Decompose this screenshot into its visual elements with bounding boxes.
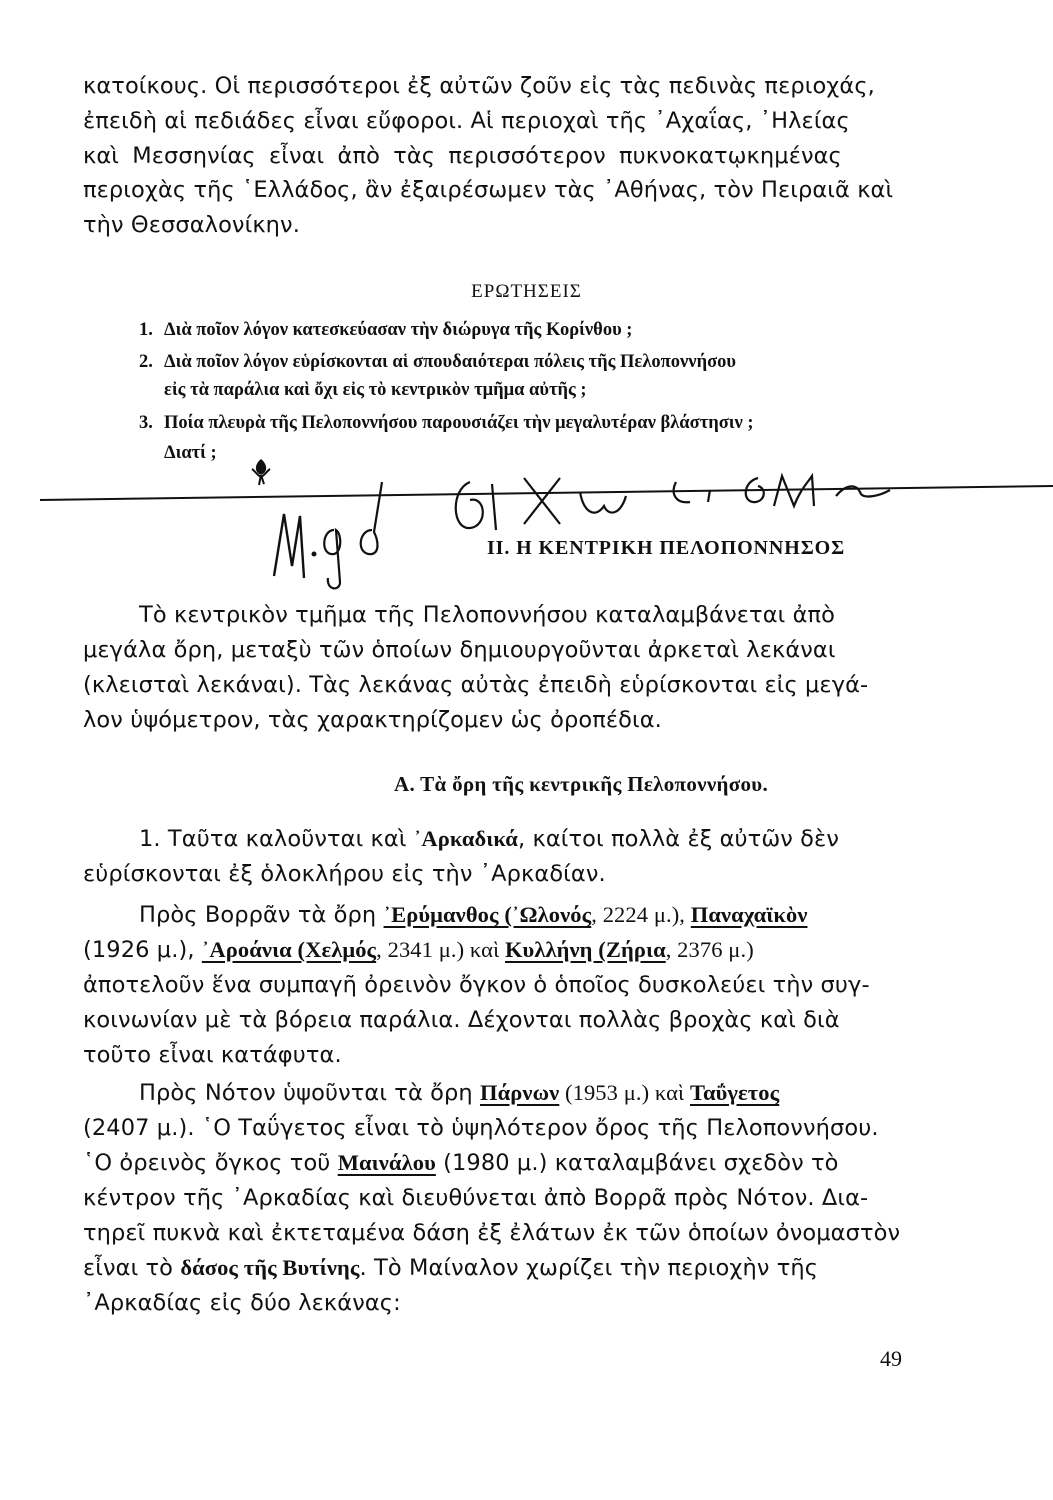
intro-line: κατοίκους. Οἱ περισσότεροι ἐξ αὐτῶν ζοῦν εἰς τὰς πεδινὰς περιοχάς, xyxy=(83,73,875,99)
handwriting-text: Μ. γιὰ διάγνωση xyxy=(0,470,9,471)
paragraph-line: ἀποτελοῦν ἕνα συμπαγῆ ὀρεινὸν ὄγκον ὁ ὁποῖος δυσκολεύει τὴν συγ- xyxy=(83,972,870,998)
question-text: Ποία πλευρὰ τῆς Πελοποννήσου παρουσιάζει τὴν μεγαλυτέραν βλάστησιν ; xyxy=(164,413,754,433)
term-arkadika: ᾿Αρκαδικά xyxy=(413,826,518,851)
question-text-continued: Διατί ; xyxy=(164,443,217,463)
text-run: , 2224 μ.), xyxy=(591,902,691,927)
term-vytina-forest: δάσος τῆς Βυτίνης xyxy=(180,1255,360,1280)
question-text: Διὰ ποῖον λόγον εὑρίσκονται αἱ σπουδαιότεραι πόλεις τῆς Πελοποννήσου xyxy=(164,352,736,372)
section-line: (κλεισταὶ λεκάναι). Τὰς λεκάνας αὐτὰς ἐπειδὴ εὑρίσκονται εἰς μεγά- xyxy=(83,672,869,698)
intro-line: καὶ Μεσσηνίας εἶναι ἀπὸ τὰς περισσότερον πυκνοκατῳκημένας xyxy=(83,143,842,169)
text-run: Πρὸς Βορρᾶν τὰ ὄρη xyxy=(139,902,384,928)
page-number: 49 xyxy=(880,1346,902,1371)
mountain-panachaikon: Παναχαϊκὸν xyxy=(690,902,808,927)
paragraph-line: εὑρίσκονται ἐξ ὁλοκλήρου εἰς τὴν ᾿Αρκαδίαν. xyxy=(83,861,606,887)
question-number: 2. xyxy=(139,352,153,372)
text-run: (1953 μ.) καὶ xyxy=(559,1080,690,1105)
text-run: . Τὸ Μαίναλον χωρίζει τὴν περιοχὴν τῆς xyxy=(359,1255,819,1281)
text-run: (1926 μ.), xyxy=(83,937,202,963)
paragraph-line: ᾿Αρκαδίας εἰς δύο λεκάνας: xyxy=(83,1290,401,1316)
intro-line: ἐπειδὴ αἱ πεδιάδες εἶναι εὔφοροι. Αἱ περιοχαὶ τῆς ᾿Αχαΐας, ᾿Ηλείας xyxy=(83,108,850,134)
paragraph-line: τηρεῖ πυκνὰ καὶ ἐκτεταμένα δάση ἐξ ἐλάτων ἐκ τῶν ὁποίων ὀνομαστὸν xyxy=(83,1220,901,1246)
paragraph-line xyxy=(83,933,754,968)
mountain-taygetos: Ταΰγετος xyxy=(689,1080,780,1105)
paragraph-line xyxy=(139,1076,779,1111)
text-run: , 2341 μ.) καὶ xyxy=(376,937,505,962)
paragraph-line xyxy=(83,1146,839,1181)
question-text: Διὰ ποῖον λόγον κατεσκεύασαν τὴν διώρυγα τῆς Κορίνθου ; xyxy=(164,320,633,340)
mountain-parnon: Πάρνων xyxy=(480,1080,560,1105)
questions-heading: ΕΡΩΤΗΣΕΙΣ xyxy=(471,281,582,302)
intro-line: περιοχὰς τῆς ῾Ελλάδος, ἂν ἐξαιρέσωμεν τὰς ᾿Αθήνας, τὸν Πειραιᾶ καὶ xyxy=(83,177,894,203)
paragraph-line: (2407 μ.). ῾Ο Ταΰγετος εἶναι τὸ ὑψηλότερον ὄρος τῆς Πελοποννήσου. xyxy=(83,1115,879,1141)
mountain-erymanthos: ᾿Ερύμανθος (᾿Ωλονός xyxy=(383,902,592,927)
paragraph-line xyxy=(83,1251,818,1286)
paragraph-line: κέντρον τῆς ᾿Αρκαδίας καὶ διευθύνεται ἀπὸ Βορρᾶ πρὸς Νότον. Δια- xyxy=(83,1185,869,1211)
text-run: ῾Ο ὀρεινὸς ὄγκος τοῦ xyxy=(83,1150,338,1176)
paragraph-line: τοῦτο εἶναι κατάφυτα. xyxy=(83,1042,342,1068)
text-run: , καίτοι πολλὰ ἐξ αὐτῶν δὲν xyxy=(517,826,839,852)
text-run: εἶναι τὸ xyxy=(83,1255,181,1281)
text-run: (1980 μ.) καταλαμβάνει σχεδὸν τὸ xyxy=(435,1150,839,1176)
mountain-mainalo: Μαινάλου xyxy=(337,1150,436,1175)
handwritten-annotation xyxy=(0,470,1053,590)
intro-line: τὴν Θεσσαλονίκην. xyxy=(83,212,300,238)
text-run: , 2376 μ.) xyxy=(665,937,754,962)
paragraph-line: κοινωνίαν μὲ τὰ βόρεια παράλια. Δέχονται πολλὰς βροχὰς καὶ διὰ xyxy=(83,1007,840,1033)
subsection-title: Α. Τὰ ὄρη τῆς κεντρικῆς Πελοποννήσου. xyxy=(394,772,769,796)
section-line: μεγάλα ὄρη, μεταξὺ τῶν ὁποίων δημιουργοῦνται ἀρκεταὶ λεκάναι xyxy=(83,637,836,663)
mountain-aroania: ᾿Αροάνια (Χελμός xyxy=(201,937,377,962)
section-line: Τὸ κεντρικὸν τμῆμα τῆς Πελοποννήσου καταλαμβάνεται ἀπὸ xyxy=(139,602,836,628)
text-run: 1. Ταῦτα καλοῦνται καὶ xyxy=(139,826,414,852)
text-run: Πρὸς Νότον ὑψοῦνται τὰ ὄρη xyxy=(139,1080,481,1106)
paragraph-line xyxy=(139,898,808,933)
question-text-continued: εἰς τὰ παράλια καὶ ὄχι εἰς τὸ κεντρικὸν τμῆμα αὐτῆς ; xyxy=(164,380,587,400)
mountain-kyllini: Κυλλήνη (Ζήρια xyxy=(504,937,666,962)
section-line: λον ὑψόμετρον, τὰς χαρακτηρίζομεν ὡς ὀροπέδια. xyxy=(83,707,662,733)
question-number: 3. xyxy=(139,413,153,433)
section-title: ΙΙ. Η ΚΕΝΤΡΙΚΗ ΠΕΛΟΠΟΝΝΗΣΟΣ xyxy=(487,537,846,559)
question-number: 1. xyxy=(139,320,153,340)
paragraph-line xyxy=(139,822,839,857)
